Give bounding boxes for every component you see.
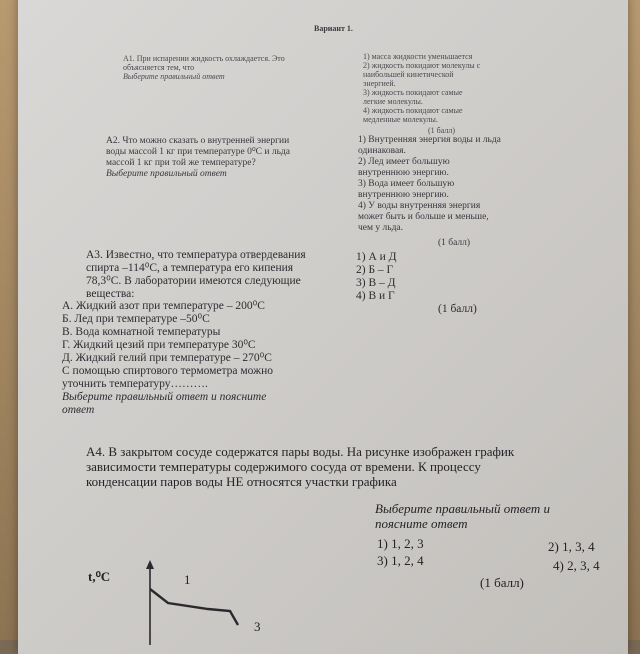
a3-item: Д. Жидкий гелий при температуре – 270⁰С <box>62 352 272 364</box>
a3-item: Б. Лед при температуре –50⁰С <box>62 313 210 325</box>
a3-question <box>86 249 306 301</box>
variant-title: Вариант 1. <box>314 24 353 33</box>
graph-curve <box>150 589 238 625</box>
a3-instruction: ответ <box>62 404 95 416</box>
a2-question-line: воды массой 1 кг при температуре 0⁰С и льда <box>106 147 290 157</box>
a4-answer-3: 3) 1, 2, 4 <box>377 553 424 568</box>
a1-answers <box>363 52 480 124</box>
a2-score: (1 балл) <box>438 238 471 248</box>
a3-item: А. Жидкий азот при температуре – 200⁰С <box>62 300 265 312</box>
a3-score: (1 балл) <box>438 303 477 315</box>
a1-question-line: объясняется тем, что <box>123 63 195 72</box>
a2-answer: одинаковая. <box>358 146 406 156</box>
a4-graph-svg <box>88 559 278 649</box>
a4-answer-4: 4) 2, 3, 4 <box>553 558 600 573</box>
a4-question-line: конденсации паров воды НЕ относятся участки графика <box>86 474 397 489</box>
a1-answer: 4) жидкость покидают самые <box>363 106 463 115</box>
a3-tail-line: уточнить температуру………. <box>62 378 208 390</box>
graph-y-arrow-icon <box>146 560 154 569</box>
graph-label-3: 3 <box>254 619 261 634</box>
a4-question-line: зависимости температуры содержимого сосуда от времени. К процессу <box>86 459 481 474</box>
a3-instruction: Выберите правильный ответ и поясните <box>62 391 267 403</box>
a3-answers <box>356 251 397 303</box>
a2-answer: 3) Вода имеет большую <box>358 179 455 189</box>
graph-ylabel: t,⁰C <box>88 569 111 584</box>
a1-answer: 2) жидкость покидают молекулы с <box>363 61 481 70</box>
a1-answer: 1) масса жидкости уменьшается <box>363 52 473 61</box>
a2-answer: внутреннюю энергию. <box>358 168 449 178</box>
graph-label-1: 1 <box>184 572 191 587</box>
a2-question-line: массой 1 кг при той же температуре? <box>106 158 256 168</box>
a2-answer: 1) Внутренняя энергия воды и льда <box>358 135 501 145</box>
a2-question <box>106 136 290 180</box>
a1-answer: энергией. <box>363 79 396 88</box>
a3-question-line: спирта –114⁰С, а температура его кипения <box>86 262 294 274</box>
a3-answer: 3) В – Д <box>356 277 396 289</box>
a4-answer-1: 1) 1, 2, 3 <box>377 536 424 551</box>
a1-question <box>123 54 285 81</box>
a2-answer: 2) Лед имеет большую <box>358 157 450 167</box>
a4-instruction-line: Выберите правильный ответ и <box>375 501 550 516</box>
a2-answer: может быть и больше и меньше, <box>358 212 489 222</box>
a3-answer: 4) В и Г <box>356 290 395 302</box>
a1-answer: 3) жидкость покидают самые <box>363 88 463 97</box>
a3-question-line: вещества: <box>86 288 135 300</box>
a1-score: (1 балл) <box>428 126 456 135</box>
a2-question-line: А2. Что можно сказать о внутренней энергии <box>106 136 290 146</box>
a3-tail-line: С помощью спиртового термометра можно <box>62 365 273 377</box>
a3-answer: 1) А и Д <box>356 251 397 263</box>
a4-graph <box>88 559 278 649</box>
a1-answer: наибольшей кинетической <box>363 70 454 79</box>
a3-question-line: А3. Известно, что температура отвердевания <box>86 249 306 261</box>
a1-question-line: А1. При испарении жидкость охлаждается. Это <box>123 54 285 63</box>
a4-question-line: А4. В закрытом сосуде содержатся пары воды. На рисунке изображен график <box>86 444 515 459</box>
a4-instruction <box>375 501 550 531</box>
a4-answer-2: 2) 1, 3, 4 <box>548 539 595 554</box>
a2-answer: чем у льда. <box>358 223 404 233</box>
a3-question-line: 78,3⁰С. В лаборатории имеются следующие <box>86 275 301 287</box>
a2-answer: 4) У воды внутренняя энергия <box>358 201 481 211</box>
a4-question <box>86 444 514 489</box>
exam-sheet <box>18 0 628 654</box>
a4-score: (1 балл) <box>480 575 524 590</box>
a4-instruction-line: поясните ответ <box>375 516 468 531</box>
a3-item: В. Вода комнатной температуры <box>62 326 221 338</box>
a2-answers <box>358 135 501 234</box>
a1-answer: легкие молекулы. <box>363 97 423 106</box>
a2-answer: внутреннюю энергию. <box>358 190 449 200</box>
a2-instruction: Выберите правильный ответ <box>106 169 227 179</box>
a1-answer: медленные молекулы. <box>363 115 438 124</box>
a3-item: Г. Жидкий цезий при температуре 30⁰С <box>62 339 256 351</box>
a3-items <box>62 300 273 417</box>
a1-instruction: Выберите правильный ответ <box>123 72 225 81</box>
a3-answer: 2) Б – Г <box>356 264 394 276</box>
